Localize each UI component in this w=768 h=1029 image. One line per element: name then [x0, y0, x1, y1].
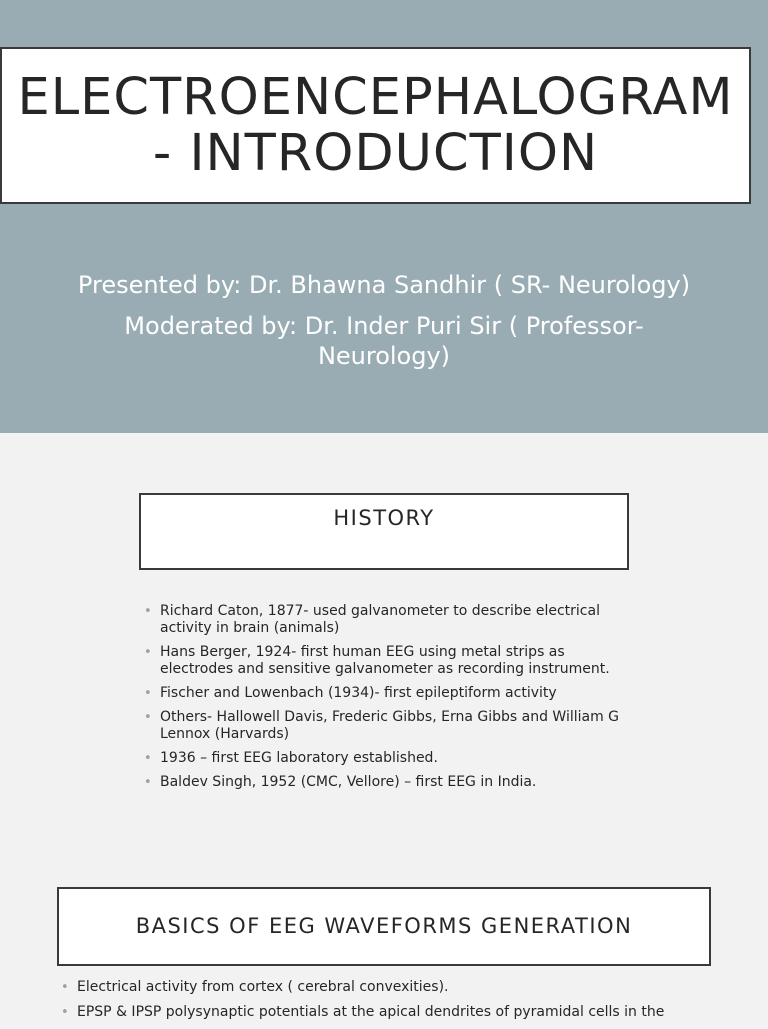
bullet-icon: •: [61, 1005, 69, 1020]
basics-heading: BASICS OF EEG WAVEFORMS GENERATION: [57, 887, 711, 966]
history-heading: HISTORY: [139, 493, 629, 570]
bullet-icon: •: [144, 686, 152, 701]
list-item: • Baldev Singh, 1952 (CMC, Vellore) – first EEG in India.: [144, 774, 537, 790]
bullet-icon: •: [144, 645, 152, 660]
bullet-icon: •: [144, 751, 152, 766]
list-item: • Fischer and Lowenbach (1934)- first epileptiform activity: [144, 685, 557, 701]
list-item: • Richard Caton, 1877- used galvanometer to describe electrical activity in brain (animals): [144, 603, 600, 636]
list-item: • Others- Hallowell Davis, Frederic Gibbs, Erna Gibbs and William G Lennox (Harvards): [144, 709, 620, 742]
moderated-by: Moderated by: Dr. Inder Puri Sir ( Professor- Neurology): [124, 312, 644, 370]
title-box: [0, 47, 751, 204]
bullet-icon: •: [144, 710, 152, 725]
list-item: • Electrical activity from cortex ( cerebral convexities).: [61, 979, 449, 995]
page-title: ELECTROENCEPHALOGRAM- INTRODUCTION: [17, 67, 734, 183]
content-slide: [0, 433, 768, 1024]
presented-by: Presented by: Dr. Bhawna Sandhir ( SR- Neurology): [77, 271, 691, 299]
list-item: • EPSP & IPSP polysynaptic potentials at the apical dendrites of pyramidal cells in the: [61, 1004, 665, 1020]
bullet-icon: •: [144, 775, 152, 790]
basics-list: [61, 979, 701, 1029]
list-item: • Hans Berger, 1924- first human EEG using metal strips as electrodes and sensitive galvanometer as recording instrument.: [144, 644, 610, 677]
title-slide: [0, 0, 768, 433]
bullet-icon: •: [61, 980, 69, 995]
bullet-icon: •: [144, 604, 152, 619]
list-item: • 1936 – first EEG laboratory established.: [144, 750, 438, 766]
history-list: [144, 603, 624, 798]
